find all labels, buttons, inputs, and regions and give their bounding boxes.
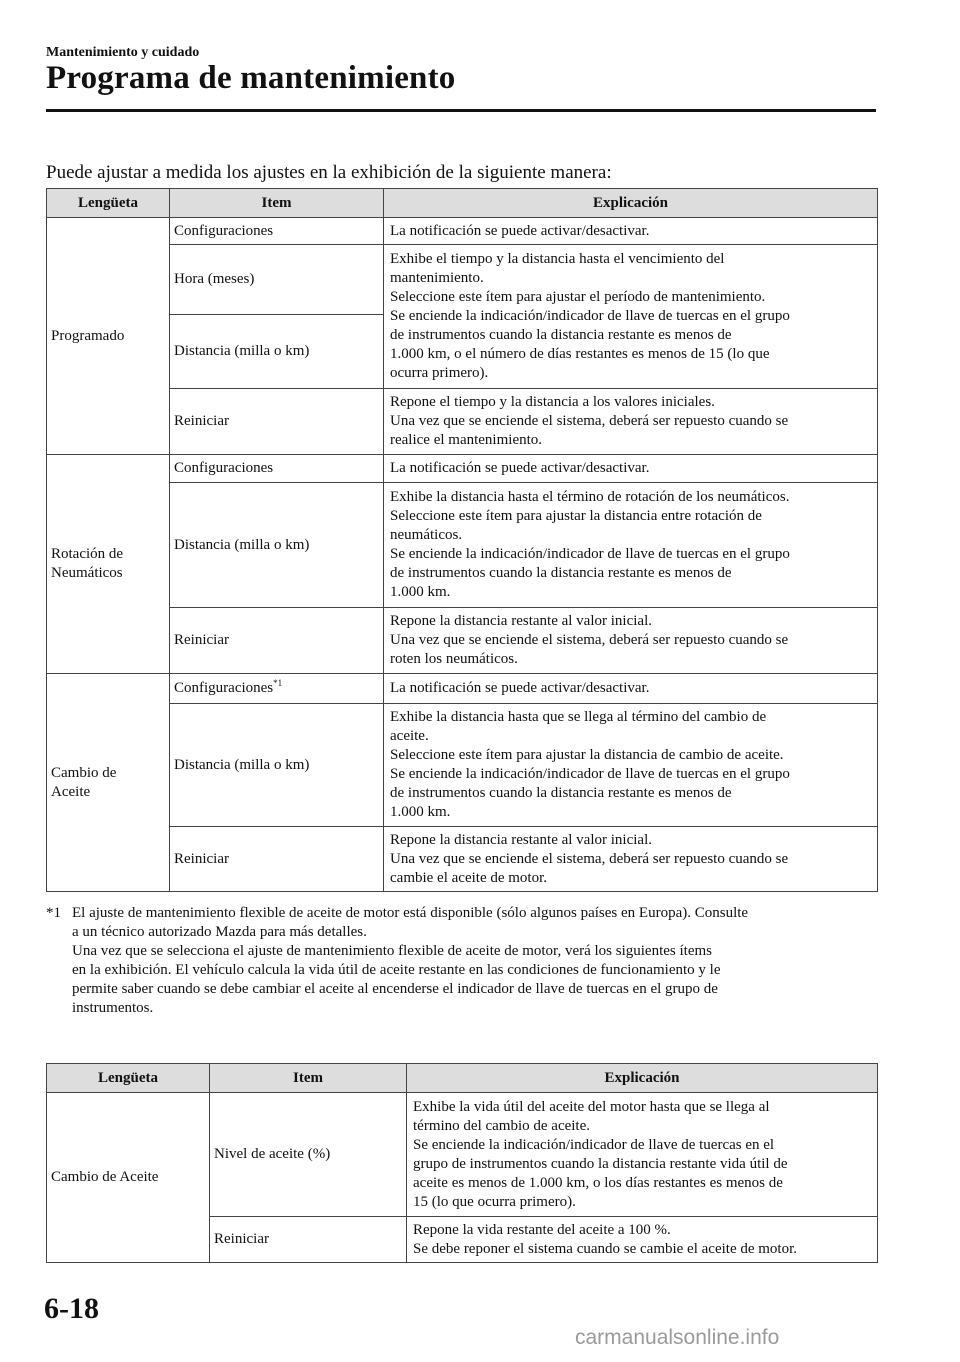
header-explanation: Explicación [407, 1064, 878, 1093]
settings-table [46, 188, 878, 892]
item-cell [170, 674, 384, 704]
intro-text: Puede ajustar a medida los ajustes en la exhibición de la siguiente manera: [46, 162, 612, 183]
explanation-cell: Exhibe la vida útil del aceite del motor hasta que se llega al término del cambio de aceite. Se enciende la indicación/indicador de llave de tuercas en el grupo de instrumentos cuando la distancia restante vida útil de aceite es menos de 1.000 km, o los días restantes es menos de 15 (lo que ocurra primero). [407, 1093, 878, 1217]
item-cell: Nivel de aceite (%) [210, 1093, 407, 1217]
explanation-cell: Exhibe la distancia hasta el término de rotación de los neumáticos. Seleccione este ítem para ajustar la distancia entre rotación de neumáticos. Se enciende la indicación/indicador de llave de tuercas en el grupo de instrumentos cuando la distancia restante es menos de 1.000 km. [384, 483, 878, 608]
footnote-body: a un técnico autorizado Mazda para más detalles. Una vez que se selecciona el ajuste de mantenimiento flexible de aceite de motor, verá los siguientes ítems en la exhibición. El vehículo calcula la vida útil de aceite restante en las condiciones de funcionamiento y le permite saber cuando se debe cambiar el aceite al encenderse el indicador de llave de tuercas en el grupo de instrumentos. [72, 924, 721, 1016]
footnote-first-text: El ajuste de mantenimiento flexible de aceite de motor está disponible (sólo algunos países en Europa). Consulte [72, 905, 749, 921]
oil-table [46, 1063, 878, 1263]
section-label: Mantenimiento y cuidado [46, 45, 200, 60]
table-header-row [47, 1064, 878, 1093]
tab-cell: Programado [47, 218, 170, 455]
footnote [46, 904, 886, 1018]
footnote-first-line [46, 904, 886, 923]
header-tab: Lengüeta [47, 189, 170, 218]
explanation-cell: Repone la vida restante del aceite a 100 %. Se debe reponer el sistema cuando se cambie el aceite de motor. [407, 1217, 878, 1263]
explanation-cell: Repone la distancia restante al valor inicial. Una vez que se enciende el sistema, deberá ser repuesto cuando se roten los neumáticos. [384, 608, 878, 674]
explanation-cell: Repone el tiempo y la distancia a los valores iniciales. Una vez que se enciende el sistema, deberá ser repuesto cuando se realice el mantenimiento. [384, 389, 878, 455]
footnote-ref: *1 [273, 678, 283, 688]
footnote-mark: *1 [46, 905, 61, 921]
table-row [47, 245, 878, 315]
item-cell: Reiniciar [170, 608, 384, 674]
table-row [47, 827, 878, 892]
tab-cell: Cambio de Aceite [47, 674, 170, 892]
header-explanation: Explicación [384, 189, 878, 218]
item-cell: Reiniciar [170, 389, 384, 455]
item-cell: Distancia (milla o km) [170, 483, 384, 608]
tab-cell: Rotación de Neumáticos [47, 455, 170, 674]
table-header-row [47, 189, 878, 218]
explanation-cell: La notificación se puede activar/desactivar. [384, 218, 878, 245]
item-cell: Configuraciones [170, 455, 384, 483]
explanation-cell: Repone la distancia restante al valor inicial. Una vez que se enciende el sistema, deberá ser repuesto cuando se cambie el aceite de motor. [384, 827, 878, 892]
table-row [47, 1093, 878, 1217]
item-cell: Configuraciones [170, 218, 384, 245]
page-number: 6-18 [44, 1292, 99, 1325]
table-row [47, 389, 878, 455]
explanation-cell: La notificación se puede activar/desactivar. [384, 455, 878, 483]
page-title: Programa de mantenimiento [46, 60, 456, 96]
table-row [47, 674, 878, 704]
explanation-cell: Exhibe la distancia hasta que se llega al término del cambio de aceite. Seleccione este ítem para ajustar la distancia de cambio de aceite. Se enciende la indicación/indicador de llave de tuercas en el grupo de instrumentos cuando la distancia restante es menos de 1.000 km. [384, 704, 878, 827]
tab-cell: Cambio de Aceite [47, 1093, 210, 1263]
item-cell: Reiniciar [210, 1217, 407, 1263]
table-row [47, 608, 878, 674]
item-cell: Reiniciar [170, 827, 384, 892]
item-cell: Distancia (milla o km) [170, 315, 384, 389]
header-item: Item [210, 1064, 407, 1093]
watermark: carmanualsonline.info [575, 1326, 780, 1349]
table-row [47, 483, 878, 608]
header-tab: Lengüeta [47, 1064, 210, 1093]
title-divider [46, 109, 876, 112]
explanation-cell: La notificación se puede activar/desactivar. [384, 674, 878, 704]
item-cell: Hora (meses) [170, 245, 384, 315]
item-cell: Distancia (milla o km) [170, 704, 384, 827]
table-row [47, 704, 878, 827]
explanation-cell: Exhibe el tiempo y la distancia hasta el vencimiento del mantenimiento. Seleccione este ítem para ajustar el período de mantenimiento. Se enciende la indicación/indicador de llave de tuercas en el grupo de instrumentos cuando la distancia restante es menos de 1.000 km, o el número de días restantes es menos de 15 (lo que ocurra primero). [384, 245, 878, 389]
item-label: Configuraciones [174, 680, 274, 696]
header-item: Item [170, 189, 384, 218]
table-row [47, 218, 878, 245]
table-row [47, 455, 878, 483]
